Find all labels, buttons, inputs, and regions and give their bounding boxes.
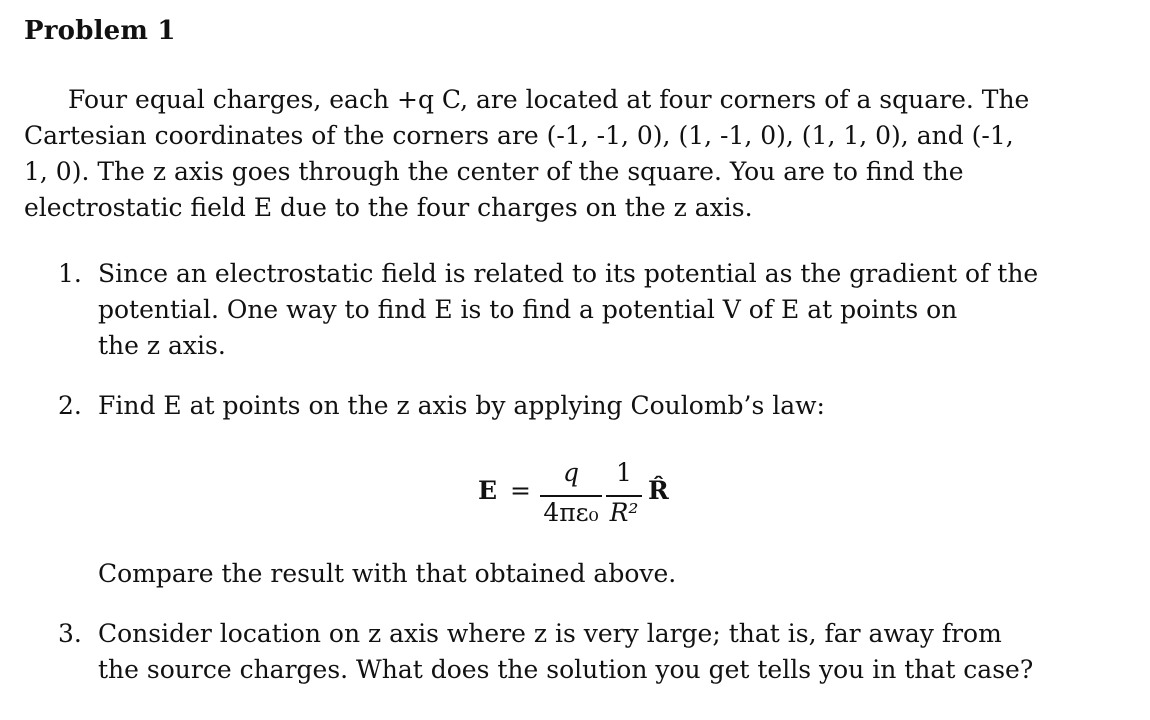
coulomb-law-formula xyxy=(478,452,718,542)
fraction-numerator: 1 xyxy=(616,458,632,487)
list-number: 2. xyxy=(58,391,82,420)
fraction-numerator: q xyxy=(562,458,579,487)
problem-intro xyxy=(24,82,1054,226)
fraction-denominator: R² xyxy=(609,498,639,527)
intro-line: Four equal charges, each +q C, are located at four corners of a square. The xyxy=(68,85,1030,114)
list-item-text xyxy=(98,388,1054,424)
list-item-text xyxy=(98,616,1054,688)
list-item-line: the source charges. What does the solution you get tells you in that case? xyxy=(98,655,1034,684)
list-item-line: potential. One way to find E is to find a potential V of E at points on xyxy=(98,295,958,324)
list-number: 1. xyxy=(58,259,82,288)
formula-unit-vector: R̂ xyxy=(648,476,669,505)
formula-equals: = xyxy=(510,476,531,505)
fraction-denominator: 4πε₀ xyxy=(543,498,599,527)
intro-line: electrostatic field E due to the four charges on the z axis. xyxy=(24,193,753,222)
fraction-bar xyxy=(606,495,642,497)
compare-instruction: Compare the result with that obtained above. xyxy=(98,559,677,588)
list-item-line: Consider location on z axis where z is very large; that is, far away from xyxy=(98,619,1002,648)
problem-title: Problem 1 xyxy=(24,16,176,46)
list-number: 3. xyxy=(58,619,82,648)
list-item-line: the z axis. xyxy=(98,331,226,360)
intro-line: 1, 0). The z axis goes through the center of the square. You are to find the xyxy=(24,157,964,186)
fraction-bar xyxy=(540,495,602,497)
formula-lhs: E xyxy=(478,476,498,505)
list-item-text xyxy=(98,256,1054,364)
intro-line: Cartesian coordinates of the corners are (-1, -1, 0), (1, -1, 0), (1, 1, 0), and (-1, xyxy=(24,121,1014,150)
list-item-line: Since an electrostatic field is related to its potential as the gradient of the xyxy=(98,259,1039,288)
list-item-line: Find E at points on the z axis by applying Coulomb’s law: xyxy=(98,391,825,420)
